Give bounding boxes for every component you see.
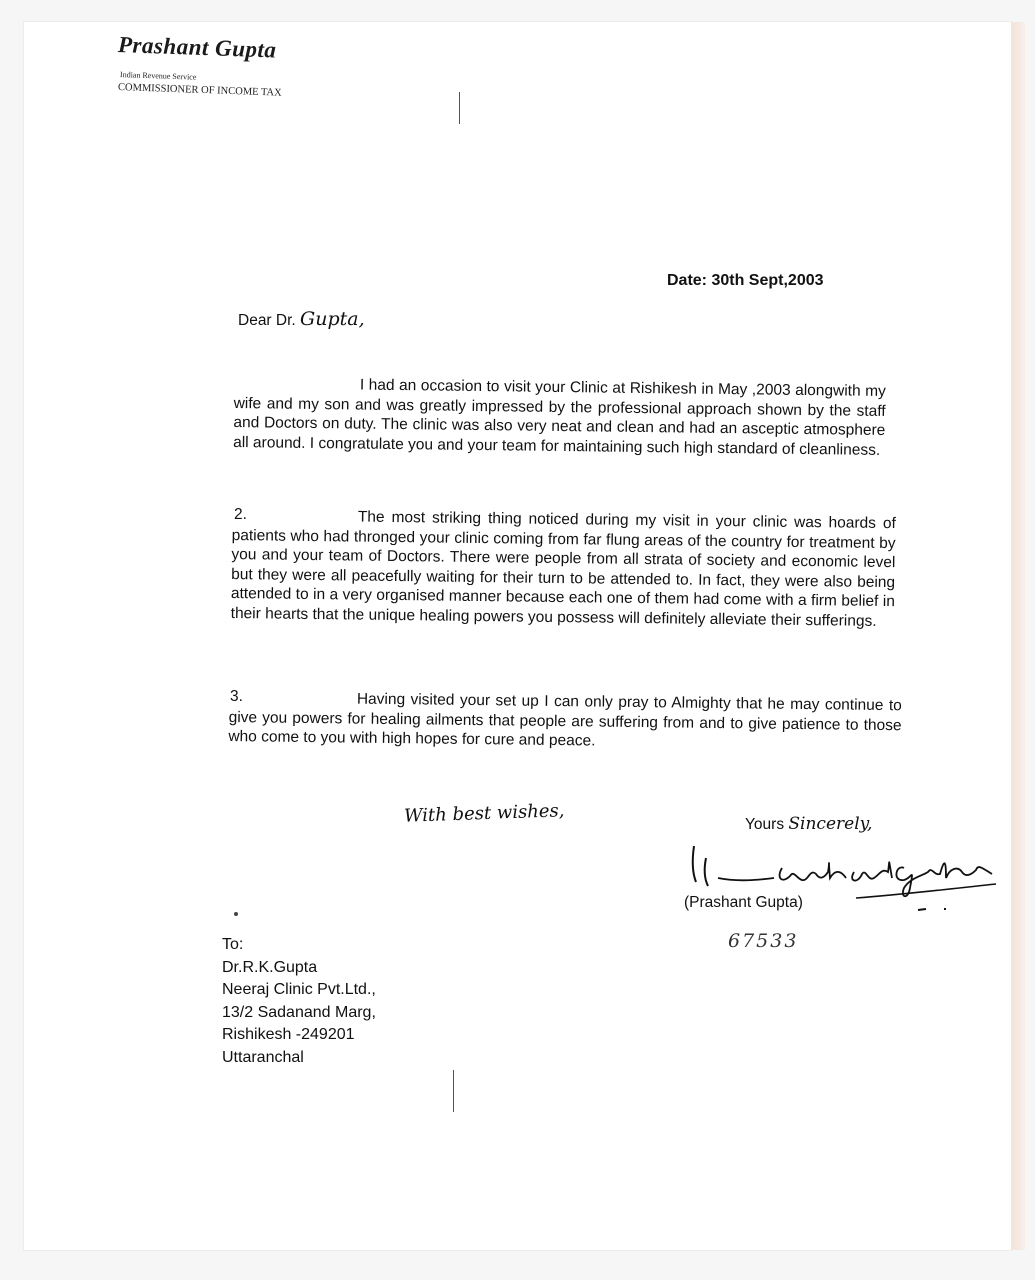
- paragraph-2-text: The most striking thing noticed during my visit in your clinic was hoards of patients who had thronged your clinic coming from far flung areas of the country for treatment by you and your team of Doctors. There were people from all strata of society and economic level but they were all peacefully waiting for their turn to be attended to. In fact, they were also being attended to in a very organised manner because each one of them had come with a firm belief in their hearts that the unique healing powers you possess will definitely alleviate their sufferings.: [230, 508, 896, 630]
- letterhead-designation: COMMISSIONER OF INCOME TAX: [117, 82, 282, 99]
- letterhead-name: Prashant Gupta: [117, 32, 277, 63]
- salutation: [238, 308, 365, 330]
- ink-mark: [234, 912, 238, 916]
- closing-prefix: Yours: [745, 816, 785, 833]
- letterhead-service: Indian Revenue Service: [119, 70, 197, 82]
- closing: [745, 814, 872, 834]
- paragraph-3-number: 3.: [230, 688, 243, 705]
- paragraph-1: [233, 374, 886, 460]
- address-line: Dr.R.K.Gupta: [222, 958, 318, 976]
- paragraph-3-text: Having visited your set up I can only pray to Almighty that he may continue to give you powers for healing ailments that people are suffering from and to give patience to those who come to you with high hopes for cure and peace.: [228, 690, 902, 750]
- fold-mark-top: [459, 92, 460, 124]
- closing-handwritten: Sincerely,: [788, 814, 873, 834]
- address-line: Uttaranchal: [222, 1048, 304, 1066]
- recipient-address: [222, 934, 376, 1069]
- address-label: To:: [222, 936, 244, 953]
- letter-page: [24, 22, 1011, 1250]
- page-edge: [1011, 22, 1025, 1250]
- address-line: Rishikesh -249201: [222, 1026, 355, 1043]
- paragraph-2-number: 2.: [234, 506, 247, 523]
- letter-date: Date: 30th Sept,2003: [667, 272, 824, 289]
- salutation-handwritten-name: Gupta,: [300, 308, 365, 330]
- signatory-name: (Prashant Gupta): [684, 894, 803, 911]
- handwritten-wishes: With best wishes,: [403, 800, 565, 827]
- paragraph-2: [231, 506, 896, 631]
- reference-number: 67533: [728, 930, 799, 952]
- address-line: Neeraj Clinic Pvt.Ltd.,: [222, 981, 376, 998]
- fold-mark-bottom: [453, 1070, 454, 1112]
- paragraph-1-text: I had an occasion to visit your Clinic at Rishikesh in May ,2003 alongwith my wife and my son and was greatly impressed by the professional approach shown by the staff and Doctors on duty. The clinic was also very neat and clean and had an asceptic atmosphere all around. I congratulate you and your team for maintaining such high standard of cleanliness.: [233, 376, 886, 459]
- address-line: 13/2 Sadanand Marg,: [222, 1003, 376, 1021]
- salutation-prefix: Dear Dr.: [238, 312, 296, 329]
- paragraph-3: [228, 688, 902, 755]
